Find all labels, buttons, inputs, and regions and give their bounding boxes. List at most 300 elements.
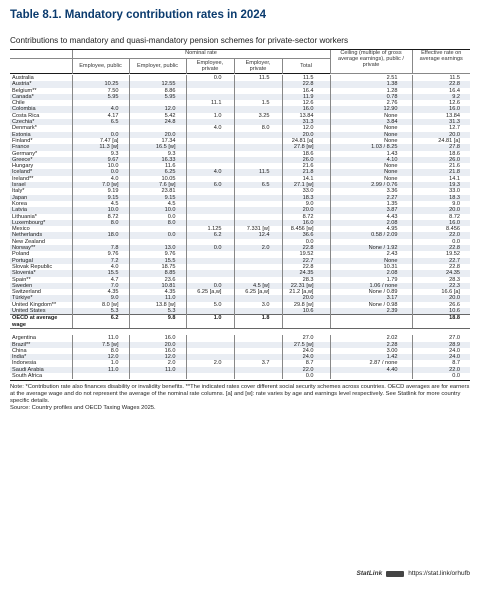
- value-cell: 26.0: [282, 157, 330, 163]
- avg-employee-private: 1.0: [186, 315, 234, 329]
- value-cell: 6.25 [a,w]: [234, 289, 282, 295]
- oecd-average-row: [10, 315, 470, 329]
- value-cell: 24.0: [412, 354, 470, 360]
- value-cell: 20.0: [282, 207, 330, 213]
- value-cell: 4.17: [72, 113, 129, 119]
- value-cell: 27.0: [282, 335, 330, 341]
- value-cell: 16.5 [w]: [129, 144, 186, 150]
- value-cell: 5.0: [186, 302, 234, 308]
- country-cell: Türkiye*: [10, 295, 72, 301]
- value-cell: None: [330, 113, 412, 119]
- value-cell: 19.52: [282, 251, 330, 257]
- value-cell: 33.0: [282, 188, 330, 194]
- value-cell: 31.3: [282, 119, 330, 125]
- value-cell: 10.31: [330, 264, 412, 270]
- country-cell: United Kingdom**: [12, 301, 57, 308]
- value-cell: 22.7: [412, 258, 470, 264]
- value-cell: 1.43: [330, 151, 412, 157]
- value-cell: 0.0: [129, 232, 186, 238]
- value-cell: 9.2: [412, 94, 470, 100]
- value-cell: 0.0: [412, 239, 470, 245]
- value-cell: 11.5: [412, 75, 470, 81]
- value-cell: None / 0.89: [330, 289, 412, 295]
- value-cell: 3.0: [234, 302, 282, 308]
- table-subtitle: Contributions to mandatory and quasi-mandatory pension schemes for private-sector workers: [10, 36, 349, 45]
- value-cell: 0.58 / 2.09: [330, 232, 412, 238]
- value-cell: 17.34: [129, 138, 186, 144]
- ceiling-header: Ceiling (multiple of gross average earnings), public / private: [330, 50, 412, 74]
- value-cell: [234, 373, 282, 379]
- value-cell: 4.0: [186, 169, 234, 175]
- table-row: [10, 373, 470, 379]
- table-row: [10, 308, 470, 315]
- value-cell: 0.78: [330, 94, 412, 100]
- value-cell: 19.52: [412, 251, 470, 257]
- country-cell: Colombia: [10, 106, 72, 112]
- statlink-logo-icon: [386, 571, 404, 577]
- value-cell: None: [330, 169, 412, 175]
- country-cell: Sweden: [10, 283, 72, 289]
- avg-total: [282, 315, 330, 329]
- value-cell: 11.6: [129, 163, 186, 169]
- table-source: Source: Country profiles and OECD Taxing Wages 2025.: [10, 405, 156, 412]
- value-cell: None: [330, 163, 412, 169]
- value-cell: [186, 373, 234, 379]
- value-cell: 18.0: [72, 232, 129, 238]
- value-cell: 21.6: [412, 163, 470, 169]
- value-cell: 24.0: [282, 348, 330, 354]
- value-cell: 22.0: [412, 367, 470, 373]
- statlink-footer: [10, 570, 470, 580]
- value-cell: 4.5: [72, 201, 129, 207]
- value-cell: 1.0: [72, 360, 129, 366]
- country-cell: Spain**: [12, 276, 31, 283]
- value-cell: 28.9: [412, 342, 470, 348]
- value-cell: 18.75: [129, 264, 186, 270]
- value-cell: 13.0: [129, 245, 186, 251]
- value-cell: 5.95: [72, 94, 129, 100]
- value-cell: 3.00: [330, 348, 412, 354]
- value-cell: 5.95: [129, 94, 186, 100]
- value-cell: 21.8: [412, 169, 470, 175]
- value-cell: [72, 373, 129, 379]
- value-cell: 23.6: [129, 277, 186, 283]
- value-cell: 7.6 [w]: [129, 182, 186, 188]
- country-cell: Germany*: [12, 150, 38, 157]
- value-cell: 12.0: [129, 106, 186, 112]
- country-cell: Ireland**: [12, 175, 34, 182]
- value-cell: 23.81: [129, 188, 186, 194]
- country-cell: Canada*: [10, 94, 72, 100]
- value-cell: 2.27: [330, 195, 412, 201]
- value-cell: 16.0: [412, 106, 470, 112]
- value-cell: 1.28: [330, 88, 412, 94]
- value-cell: 22.8: [282, 245, 330, 251]
- value-cell: 16.0: [129, 335, 186, 341]
- value-cell: 7.8: [72, 245, 129, 251]
- country-cell: Australia: [12, 75, 34, 81]
- country-cell: Latvia: [10, 207, 72, 213]
- value-cell: 18.3: [282, 195, 330, 201]
- value-cell: 8.0: [72, 348, 129, 354]
- value-cell: 22.7: [282, 258, 330, 264]
- value-cell: 13.8 [w]: [129, 302, 186, 308]
- value-cell: 9.0: [282, 201, 330, 207]
- total-header: Total: [282, 59, 330, 74]
- employer-public-header: Employer, public: [129, 59, 186, 74]
- statlink-url[interactable]: https://stat.link/orhufb: [408, 570, 470, 577]
- value-cell: 0.0: [186, 245, 234, 251]
- value-cell: 12.0: [129, 354, 186, 360]
- value-cell: 22.8: [412, 245, 470, 251]
- value-cell: 9.3: [72, 151, 129, 157]
- value-cell: 11.3 [w]: [72, 144, 129, 150]
- nominal-rate-header: Nominal rate: [72, 50, 330, 59]
- value-cell: 10.0: [72, 207, 129, 213]
- avg-effective: 18.8: [412, 315, 470, 329]
- value-cell: 28.3: [282, 277, 330, 283]
- country-cell: Belgium**: [12, 87, 37, 94]
- value-cell: 27.1 [w]: [282, 182, 330, 188]
- statlink-brand: StatLink: [356, 570, 383, 577]
- country-cell: Argentina: [12, 335, 36, 342]
- value-cell: 4.0: [186, 125, 234, 131]
- value-cell: None: [330, 258, 412, 264]
- country-cell: Norway**: [10, 245, 72, 251]
- value-cell: 4.5: [129, 201, 186, 207]
- value-cell: 2.0: [186, 360, 234, 366]
- value-cell: 4.40: [330, 367, 412, 373]
- value-cell: 20.0: [129, 132, 186, 138]
- value-cell: 15.5: [72, 270, 129, 276]
- value-cell: 11.0: [129, 367, 186, 373]
- value-cell: 2.0: [129, 360, 186, 366]
- value-cell: 3.84: [330, 119, 412, 125]
- value-cell: 11.0: [129, 295, 186, 301]
- value-cell: 0.0: [282, 239, 330, 245]
- value-cell: 18.6: [282, 151, 330, 157]
- value-cell: 5.3: [129, 308, 186, 315]
- value-cell: 11.9: [282, 94, 330, 100]
- value-cell: 2.08: [330, 270, 412, 276]
- value-cell: 27.8: [412, 144, 470, 150]
- value-cell: 2.0: [234, 245, 282, 251]
- value-cell: 2.43: [330, 251, 412, 257]
- value-cell: 12.90: [330, 106, 412, 112]
- value-cell: 7.47 [a]: [72, 138, 129, 144]
- value-cell: [129, 373, 186, 379]
- country-cell: United States: [10, 308, 72, 315]
- country-cell: Finland*: [12, 137, 33, 144]
- value-cell: 9.19: [72, 188, 129, 194]
- value-cell: 4.0: [72, 264, 129, 270]
- country-cell: Netherlands: [10, 232, 72, 238]
- value-cell: 24.81 [a]: [412, 138, 470, 144]
- value-cell: 9.0: [72, 295, 129, 301]
- value-cell: 12.6: [282, 100, 330, 106]
- value-cell: None: [330, 138, 412, 144]
- country-cell: Saudi Arabia: [10, 367, 72, 373]
- value-cell: 6.2: [186, 232, 234, 238]
- value-cell: 27.0: [412, 335, 470, 341]
- value-cell: 12.0: [282, 125, 330, 131]
- value-cell: 0.0: [129, 214, 186, 220]
- value-cell: 20.0: [282, 132, 330, 138]
- value-cell: 12.6: [412, 100, 470, 106]
- value-cell: 2.02: [330, 335, 412, 341]
- value-cell: 4.0: [72, 176, 129, 182]
- value-cell: 8.0 [w]: [72, 302, 129, 308]
- value-cell: 16.4: [412, 88, 470, 94]
- value-cell: 0.0: [412, 373, 470, 379]
- value-cell: 1.35: [330, 201, 412, 207]
- value-cell: 11.1: [186, 100, 234, 106]
- country-cell: New Zealand: [12, 238, 45, 245]
- value-cell: 33.0: [412, 188, 470, 194]
- avg-employer-private: 1.8: [234, 315, 282, 329]
- oecd-average-label: OECD at average wage: [10, 315, 72, 329]
- value-cell: 9.76: [129, 251, 186, 257]
- country-cell: Greece*: [10, 157, 72, 163]
- value-cell: 4.35: [129, 289, 186, 295]
- country-cell: Lithuania*: [12, 213, 37, 220]
- value-cell: 7.50: [72, 88, 129, 94]
- country-cell: Korea: [12, 200, 27, 207]
- country-cell: Italy*: [12, 188, 25, 195]
- country-cell: India*: [10, 354, 72, 360]
- country-cell: France: [10, 144, 72, 150]
- country-cell: Indonesia: [12, 360, 37, 367]
- value-cell: 6.25: [129, 169, 186, 175]
- value-cell: 20.0: [129, 342, 186, 348]
- value-cell: 10.05: [129, 176, 186, 182]
- value-cell: 1.42: [330, 354, 412, 360]
- value-cell: 16.0: [282, 220, 330, 226]
- value-cell: 1.5: [234, 100, 282, 106]
- value-cell: 18.3: [412, 195, 470, 201]
- value-cell: 16.0: [129, 348, 186, 354]
- value-cell: 7.331 [w]: [234, 226, 282, 232]
- country-cell: Japan: [10, 195, 72, 201]
- value-cell: 22.8: [412, 81, 470, 87]
- value-cell: 7.2: [72, 258, 129, 264]
- value-cell: 12.0: [72, 354, 129, 360]
- value-cell: None / 0.98: [330, 302, 412, 308]
- value-cell: 8.456: [412, 226, 470, 232]
- avg-employee-public: 6.2: [72, 315, 129, 329]
- value-cell: 22.0: [412, 232, 470, 238]
- country-cell: China: [12, 347, 27, 354]
- value-cell: 24.0: [412, 348, 470, 354]
- contribution-table: [10, 50, 470, 379]
- value-cell: 9.76: [72, 251, 129, 257]
- value-cell: 8.72: [282, 214, 330, 220]
- country-cell: Estonia: [10, 132, 72, 138]
- value-cell: 29.8 [w]: [282, 302, 330, 308]
- value-cell: 22.0: [282, 367, 330, 373]
- value-cell: 0.0: [72, 132, 129, 138]
- value-cell: 36.6: [282, 232, 330, 238]
- value-cell: [186, 308, 234, 315]
- value-cell: 12.55: [129, 81, 186, 87]
- country-cell: Brazil**: [10, 342, 72, 348]
- value-cell: 20.0: [412, 132, 470, 138]
- value-cell: 28.3: [412, 277, 470, 283]
- value-cell: 11.5: [234, 169, 282, 175]
- value-cell: [330, 373, 412, 379]
- effective-rate-header: Effective rate on average earnings: [412, 50, 470, 74]
- value-cell: 8.456 [w]: [282, 226, 330, 232]
- value-cell: 22.8: [282, 81, 330, 87]
- value-cell: 14.1: [282, 176, 330, 182]
- value-cell: None: [330, 125, 412, 131]
- value-cell: 8.0: [129, 220, 186, 226]
- value-cell: 13.84: [282, 113, 330, 119]
- value-cell: 5.42: [129, 113, 186, 119]
- country-cell: Chile: [12, 100, 25, 107]
- value-cell: 1.79: [330, 277, 412, 283]
- country-cell: Hungary: [12, 163, 34, 170]
- avg-ceiling: [330, 315, 412, 329]
- country-cell: Costa Rica: [12, 112, 40, 119]
- value-cell: 19.3: [412, 182, 470, 188]
- value-cell: 3.87: [330, 207, 412, 213]
- value-cell: 0.0: [72, 169, 129, 175]
- value-cell: 22.8: [282, 264, 330, 270]
- value-cell: 31.3: [412, 119, 470, 125]
- value-cell: 12.7: [412, 125, 470, 131]
- value-cell: 3.17: [330, 295, 412, 301]
- value-cell: 12.4: [234, 232, 282, 238]
- value-cell: 5.3: [72, 308, 129, 315]
- value-cell: 24.8: [129, 119, 186, 125]
- value-cell: 10.0: [72, 163, 129, 169]
- country-cell: South Africa: [12, 373, 43, 380]
- oecd-rows: [10, 75, 470, 315]
- value-cell: 7.0: [72, 283, 129, 289]
- value-cell: 24.0: [282, 354, 330, 360]
- value-cell: 2.76: [330, 100, 412, 106]
- value-cell: 6.5: [72, 119, 129, 125]
- value-cell: None: [330, 132, 412, 138]
- value-cell: 27.5 [w]: [282, 342, 330, 348]
- value-cell: 8.85: [129, 270, 186, 276]
- value-cell: 2.08: [330, 220, 412, 226]
- value-cell: 2.39: [330, 308, 412, 315]
- value-cell: 10.0: [129, 207, 186, 213]
- country-cell: Switzerland: [12, 289, 41, 296]
- country-cell: Poland: [12, 251, 30, 258]
- value-cell: 8.0: [72, 220, 129, 226]
- country-cell: Iceland*: [10, 169, 72, 175]
- value-cell: 0.0: [282, 373, 330, 379]
- value-cell: 0.0: [186, 75, 234, 81]
- country-cell: Denmark*: [12, 125, 37, 132]
- value-cell: 16.6 [a]: [412, 289, 470, 295]
- country-cell: Luxembourg*: [10, 220, 72, 226]
- country-cell: Austria*: [10, 81, 72, 87]
- statlink[interactable]: [357, 570, 470, 577]
- value-cell: 4.5 [w]: [234, 283, 282, 289]
- country-cell: Mexico: [12, 226, 30, 233]
- value-cell: 3.7: [234, 360, 282, 366]
- value-cell: 4.35: [72, 289, 129, 295]
- value-cell: 7.5 [w]: [72, 342, 129, 348]
- value-cell: 9.3: [129, 151, 186, 157]
- value-cell: 1.03 / 8.25: [330, 144, 412, 150]
- value-cell: 20.0: [282, 295, 330, 301]
- value-cell: 21.2 [a,w]: [282, 289, 330, 295]
- value-cell: 9.67: [72, 157, 129, 163]
- bottom-rule: [10, 380, 470, 381]
- value-cell: 22.31 [w]: [282, 283, 330, 289]
- employer-private-header: Employer, private: [234, 59, 282, 74]
- value-cell: 11.5: [234, 75, 282, 81]
- avg-employer-public: 9.8: [129, 315, 186, 329]
- value-cell: 2.99 / 0.76: [330, 182, 412, 188]
- country-cell: Slovenia*: [10, 270, 72, 276]
- value-cell: 8.72: [72, 214, 129, 220]
- value-cell: 27.8 [w]: [282, 144, 330, 150]
- value-cell: 8.0: [234, 125, 282, 131]
- country-cell: Czechia*: [10, 119, 72, 125]
- value-cell: 1.125: [186, 226, 234, 232]
- value-cell: 22.8: [412, 264, 470, 270]
- value-cell: 3.25: [234, 113, 282, 119]
- value-cell: 8.72: [412, 214, 470, 220]
- report-page: [10, 8, 470, 412]
- value-cell: 9.15: [129, 195, 186, 201]
- country-cell: Slovak Republic: [12, 263, 53, 270]
- value-cell: 2.28: [330, 342, 412, 348]
- value-cell: 9.15: [72, 195, 129, 201]
- value-cell: 8.7: [282, 360, 330, 366]
- value-cell: 22.3: [412, 283, 470, 289]
- value-cell: 2.87 / none: [330, 360, 412, 366]
- employee-private-header: Employee, private: [186, 59, 234, 74]
- value-cell: 8.86: [129, 88, 186, 94]
- value-cell: [234, 308, 282, 315]
- country-cell: Israel: [10, 182, 72, 188]
- value-cell: 20.0: [412, 207, 470, 213]
- value-cell: 16.33: [129, 157, 186, 163]
- value-cell: None: [330, 176, 412, 182]
- value-cell: 4.95: [330, 226, 412, 232]
- value-cell: 1.0: [186, 113, 234, 119]
- value-cell: 16.0: [282, 106, 330, 112]
- value-cell: 6.5: [234, 182, 282, 188]
- value-cell: 24.35: [282, 270, 330, 276]
- value-cell: 3.36: [330, 188, 412, 194]
- value-cell: 16.0: [412, 220, 470, 226]
- value-cell: 7.0 [w]: [72, 182, 129, 188]
- value-cell: 4.10: [330, 157, 412, 163]
- employee-public-header: Employee, public: [72, 59, 129, 74]
- value-cell: 4.0: [72, 106, 129, 112]
- value-cell: 26.6: [412, 302, 470, 308]
- value-cell: 11.5: [282, 75, 330, 81]
- value-cell: 16.4: [282, 88, 330, 94]
- table-title: Table 8.1. Mandatory contribution rates in 2024: [10, 9, 267, 21]
- value-cell: 26.0: [412, 157, 470, 163]
- value-cell: 1.06 / none: [330, 283, 412, 289]
- value-cell: 21.6: [282, 163, 330, 169]
- value-cell: 1.38: [330, 81, 412, 87]
- country-cell: Portugal: [10, 258, 72, 264]
- value-cell: None / 1.92: [330, 245, 412, 251]
- value-cell: 2.51: [330, 75, 412, 81]
- value-cell: 0.0: [186, 283, 234, 289]
